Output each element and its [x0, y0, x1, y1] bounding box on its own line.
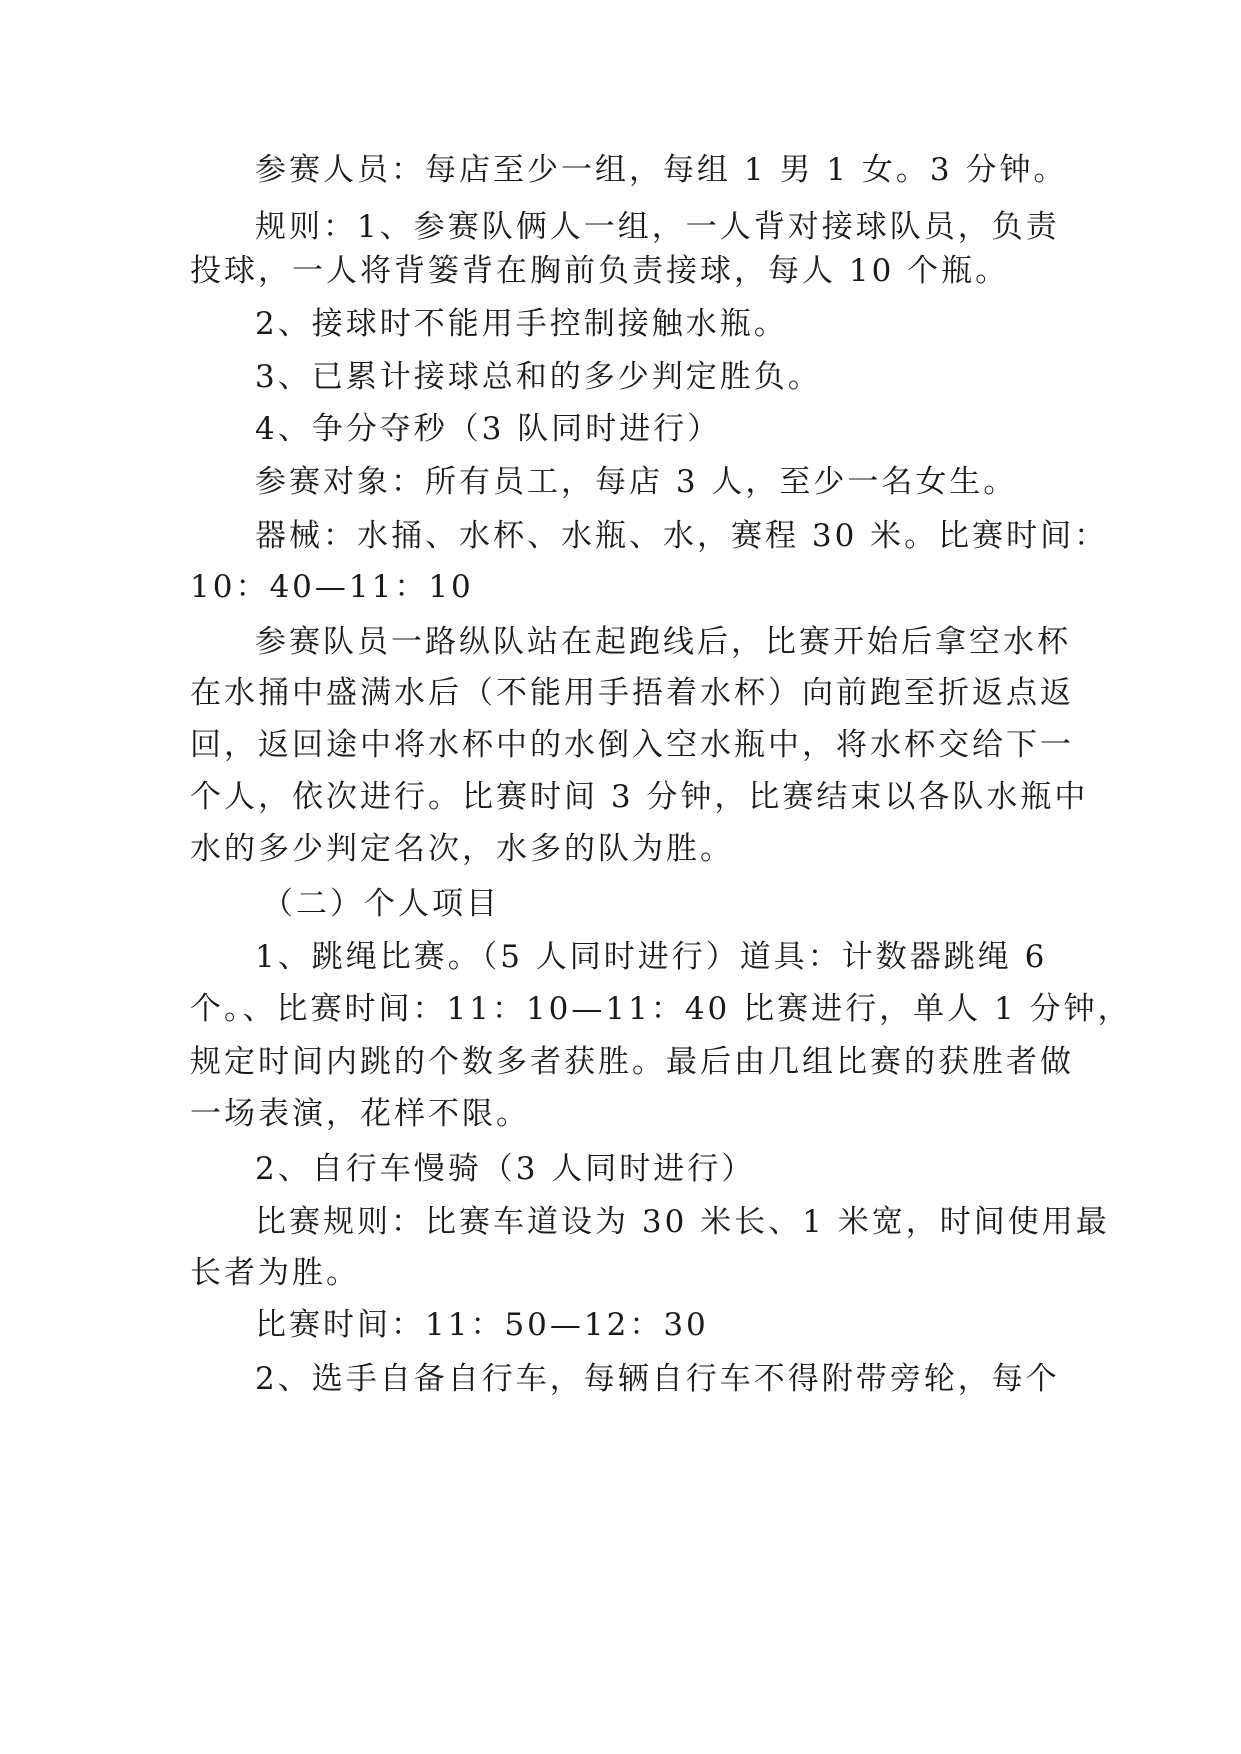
paragraph-line: 3、已累计接球总和的多少判定胜负。 — [255, 359, 822, 395]
paragraph-line: 水的多少判定名次，水多的队为胜。 — [190, 831, 734, 867]
paragraph-line: 一场表演，花样不限。 — [190, 1096, 530, 1132]
paragraph-line: 2、选手自备自行车，每辆自行车不得附带旁轮，每个 — [255, 1361, 1060, 1397]
paragraph-line: 比赛时间：11：50—12：30 — [255, 1307, 709, 1343]
paragraph-line: 在水捅中盛满水后（不能用手捂着水杯）向前跑至折返点返 — [190, 675, 1074, 711]
paragraph-line: 长者为胜。 — [190, 1255, 360, 1291]
paragraph-line: 器械：水捅、水杯、水瓶、水，赛程 30 米。比赛时间： — [255, 518, 1109, 554]
paragraph-line: 参赛队员一路纵队站在起跑线后，比赛开始后拿空水杯 — [255, 624, 1071, 660]
paragraph-line: 参赛人员：每店至少一组，每组 1 男 1 女。3 分钟。 — [255, 152, 1068, 188]
paragraph-line: 比赛规则：比赛车道设为 30 米长、1 米宽，时间使用最 — [255, 1204, 1110, 1240]
paragraph-line: 回，返回途中将水杯中的水倒入空水瓶中，将水杯交给下一 — [190, 727, 1074, 763]
paragraph-line: 1、跳绳比赛。（5 人同时进行）道具：计数器跳绳 6 — [255, 939, 1048, 975]
paragraph-line: 2、自行车慢骑（3 人同时进行） — [255, 1151, 756, 1187]
paragraph-line: 规则：1、参赛队俩人一组，一人背对接球队员，负责 — [255, 209, 1060, 245]
paragraph-line: 2、接球时不能用手控制接触水瓶。 — [255, 306, 788, 342]
paragraph-line: 4、争分夺秒（3 队同时进行） — [255, 411, 722, 447]
paragraph-line: 10：40—11：10 — [190, 569, 474, 605]
paragraph-line: 参赛对象：所有员工，每店 3 人，至少一名女生。 — [255, 464, 1018, 500]
paragraph-line: 个人，依次进行。比赛时间 3 分钟，比赛结束以各队水瓶中 — [190, 779, 1089, 815]
section-heading: （二）个人项目 — [262, 886, 500, 922]
paragraph-line: 个。、比赛时间：11：10—11：40 比赛进行，单人 1 分钟， — [190, 991, 1132, 1027]
paragraph-line: 规定时间内跳的个数多者获胜。最后由几组比赛的获胜者做 — [190, 1044, 1074, 1080]
paragraph-line: 投球，一人将背篓背在胸前负责接球，每人 10 个瓶。 — [190, 253, 1010, 289]
